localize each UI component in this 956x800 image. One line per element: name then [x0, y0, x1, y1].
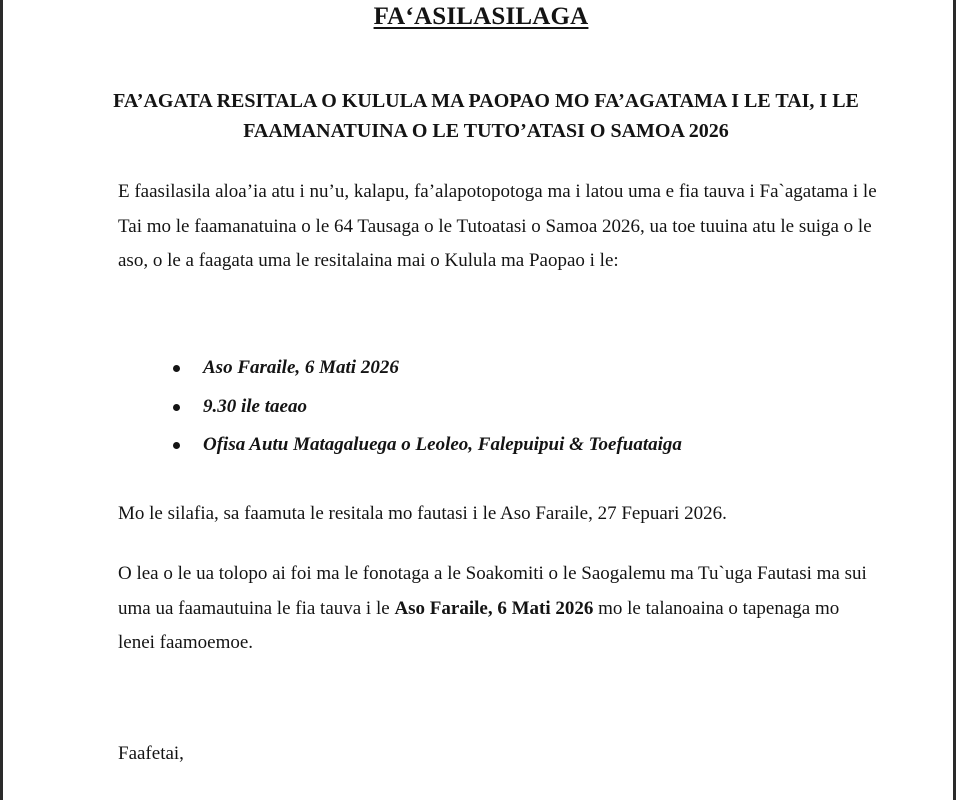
- page-title: FA‘ASILASILAGA: [373, 3, 589, 30]
- decision-text-after: mo le talanoaina o tapenaga mo lenei faamoemoe.: [118, 597, 840, 653]
- closing-text: Faafetai,: [118, 743, 184, 764]
- bullet-icon: [173, 442, 180, 449]
- bullet-icon: [173, 404, 180, 411]
- list-item: [173, 349, 682, 388]
- decision-text-before: O lea o le ua tolopo ai foi ma le fonotaga a le Soakomiti o le Saogalemu ma Tu`uga Fautasi ma sui uma ua faamautuina le fia tauva i le: [118, 563, 867, 619]
- list-item: [173, 426, 682, 465]
- decision-paragraph: [118, 557, 878, 661]
- details-list: [173, 349, 682, 465]
- notice-heading: FA’AGATA RESITALA O KULULA MA PAOPAO MO FA’AGATAMA I LE TAI, I LE FAAMANATUINA O LE TUTO’ATASI O SAMOA 2026: [113, 90, 859, 142]
- intro-paragraph: E faasilasila aloa’ia atu i nu’u, kalapu, fa’alapotopotoga ma i latou uma e fia tauva i Fa`agatama i le Tai mo le faamanatuina o le 64 Tausaga o le Tutoatasi o Samoa 2026, ua toe tuuina atu le suiga o le aso, o le a faagata uma le resitalaina mai o Kulula ma Paopao i le:: [118, 181, 877, 271]
- time-text: 9.30 ile taeao: [203, 395, 307, 417]
- bullet-icon: [173, 365, 180, 372]
- deadline-paragraph: Mo le silafia, sa faamuta le resitala mo fautasi i le Aso Faraile, 27 Fepuari 2026.: [118, 503, 727, 524]
- date-text: Aso Faraile, 6 Mati 2026: [203, 357, 399, 378]
- list-item: [173, 388, 682, 427]
- location-text: Ofisa Autu Matagaluega o Leoleo, Falepuipui & Toefuataiga: [203, 434, 682, 455]
- decision-date-bold: Aso Faraile, 6 Mati 2026: [394, 597, 594, 619]
